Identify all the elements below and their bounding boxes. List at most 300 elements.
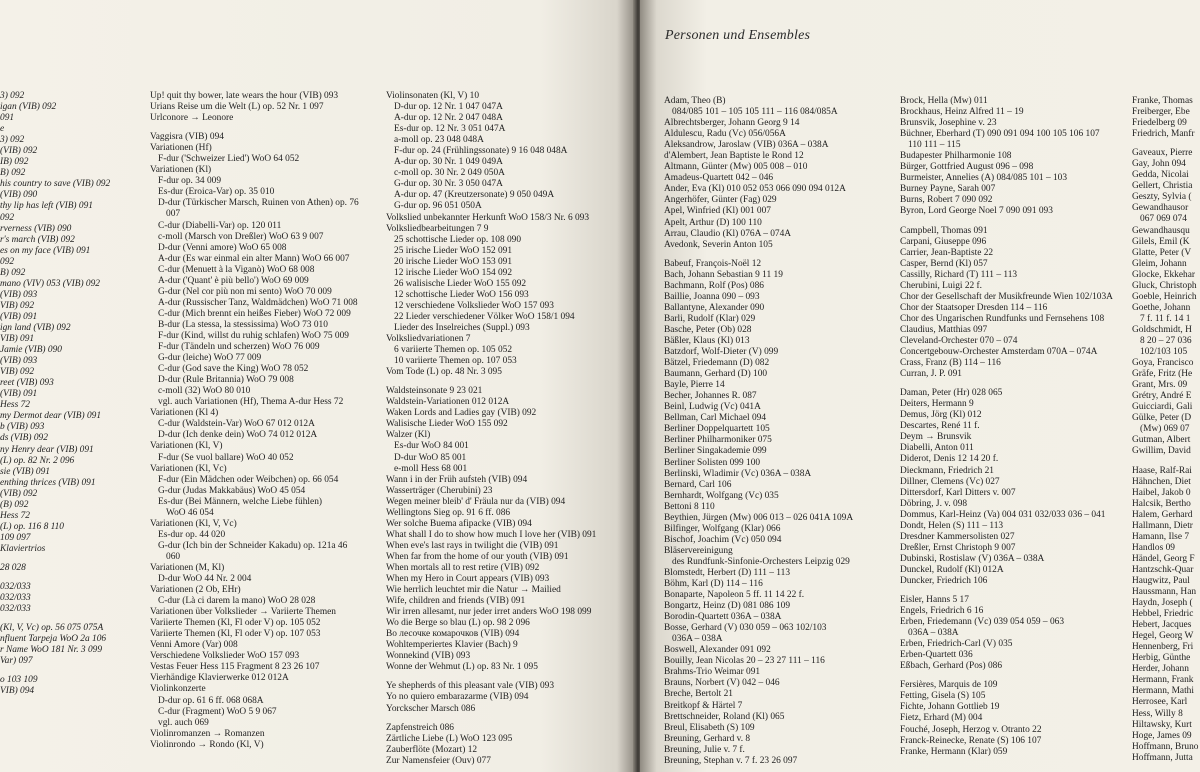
index-entry: 036A – 038A <box>672 634 723 645</box>
index-entry: Bischof, Joachim (Vc) 050 094 <box>664 534 782 545</box>
index-entry: Urlconore → Leonore <box>150 113 234 124</box>
index-entry: Basche, Peter (Ob) 028 <box>664 324 752 335</box>
index-entry: C-dur (Là ci darem la mano) WoO 28 028 <box>158 596 316 607</box>
index-entry: Beythien, Jürgen (Mw) 006 013 – 026 041A 109A <box>664 512 854 523</box>
index-entry: Volksliedvariationen 7 <box>386 334 471 345</box>
index-entry: Gellert, Christia <box>1132 181 1193 192</box>
index-entry: C-dur (Menuett à la Viganò) WoO 68 008 <box>158 264 315 275</box>
index-entry: Gay, John 094 <box>1132 159 1186 170</box>
index-entry: Bosse, Gerhard (V) 030 059 – 063 102/103 <box>664 623 827 634</box>
index-entry: Hoffmann, Jutta <box>1132 752 1193 763</box>
index-entry: Burmeister, Annelies (A) 084/085 101 – 103 <box>900 173 1068 184</box>
index-entry: Breul, Elisabeth (S) 109 <box>664 722 755 733</box>
index-entry: VIB) 094 <box>0 686 35 697</box>
index-entry: Wegen meiner bleib' d' Fräula nur da (VIB) 094 <box>386 496 566 507</box>
index-entry: When my Hero in Court appears (VIB) 093 <box>386 574 550 585</box>
index-entry: Fietz, Erhard (M) 004 <box>900 713 983 724</box>
index-entry: (VIB) 092 <box>0 488 38 499</box>
index-entry: 036A – 038A <box>908 628 959 639</box>
index-entry: Vom Tode (L) op. 48 Nr. 3 095 <box>386 367 502 378</box>
index-entry: r Name WoO 181 Nr. 3 099 <box>0 645 103 656</box>
index-entry: 007 <box>166 209 181 220</box>
index-entry: Wasserträger (Cherubini) 23 <box>386 485 493 496</box>
index-entry: G-dur op. 30 Nr. 3 050 047A <box>394 179 503 190</box>
index-entry: Diabelli, Anton 011 <box>900 443 974 454</box>
index-entry: A-dur op. 30 Nr. 1 049 049A <box>394 157 503 168</box>
index-entry: A-dur (Es war einmal ein alter Mann) WoO 66 007 <box>158 253 350 264</box>
index-entry: Klaviertrios <box>0 543 46 554</box>
index-entry: Es-dur op. 44 020 <box>158 529 226 540</box>
index-entry: des Rundfunk-Sinfonie-Orchesters Leipzig 029 <box>672 556 850 567</box>
index-entry: Döbring, J. v. 098 <box>900 498 968 509</box>
index-entry: Goya, Francisco <box>1132 358 1194 369</box>
index-entry: Guicciardi, Gali <box>1132 402 1193 413</box>
index-entry: Bilfinger, Wolfgang (Klar) 066 <box>664 523 781 534</box>
index-entry <box>1132 458 1199 466</box>
index-entry: (VIB) 090 <box>0 190 38 201</box>
index-entry <box>386 378 596 386</box>
index-entry: Variationen (Kl 4) <box>150 408 219 419</box>
index-entry: r's march (VIB) 092 <box>0 234 75 245</box>
index-entry: Bouilly, Jean Nicolas 20 – 23 27 111 – 116 <box>664 656 825 667</box>
index-entry: Haase, Ralf-Rai <box>1132 465 1192 476</box>
index-entry: Zapfenstreich 086 <box>386 722 454 733</box>
index-entry: Bläservereinigung <box>664 545 733 556</box>
index-entry: Brauns, Norbert (V) 042 – 046 <box>664 678 780 689</box>
index-entry: Waken Lords and Ladies gay (VIB) 092 <box>386 408 537 419</box>
index-entry: 26 walisische Lieder WoO 155 092 <box>394 278 527 289</box>
index-entry: Goldschmidt, H <box>1132 324 1192 335</box>
index-entry: c-moll (32) WoO 80 010 <box>158 386 251 397</box>
index-entry: Curran, J. P. 091 <box>900 369 962 380</box>
index-entry: Campbell, Thomas 091 <box>900 225 988 236</box>
index-entry: Up! quit thy bower, late wears the hour (VIB) 093 <box>150 91 339 101</box>
index-entry: Gluck, Christoph <box>1132 280 1197 291</box>
index-entry: 032/033 <box>0 593 31 604</box>
index-entry: Diderot, Denis 12 14 20 f. <box>900 454 999 465</box>
index-entry: Gedda, Nicolai <box>1132 170 1189 181</box>
index-entry: C-dur (Waldstein-Var) WoO 67 012 012A <box>158 419 315 430</box>
index-entry: Chor der Staatsoper Dresden 114 – 116 <box>900 302 1048 313</box>
index-entry: Bürger, Gottfried August 096 – 098 <box>900 162 1034 173</box>
index-entry: d'Alembert, Jean Baptiste le Rond 12 <box>664 151 804 162</box>
index-entry: Breuning, Julie v. 7 f. <box>664 744 745 755</box>
index-entry: 8 20 – 27 036 <box>1140 335 1192 346</box>
index-entry: When mortals all to rest retire (VIB) 092 <box>386 562 540 573</box>
index-entry: Hamann, Ilse 7 <box>1132 531 1190 542</box>
index-entry: Amadeus-Quartett 042 – 046 <box>664 173 774 184</box>
index-entry: 032/033 <box>0 604 31 615</box>
index-entry: Gräfe, Fritz (He <box>1132 369 1193 380</box>
index-entry: sie (VIB) 091 <box>0 466 50 477</box>
index-entry: Vaggisra (VIB) 094 <box>150 132 224 143</box>
index-entry: Verschiedene Volkslieder WoO 157 093 <box>150 651 300 662</box>
index-entry: Hermann, Mathi <box>1132 686 1194 697</box>
index-entry <box>900 587 1113 595</box>
index-entry: 110 111 – 115 <box>908 140 961 151</box>
index-entry: Hegel, Georg W <box>1132 631 1194 642</box>
index-entry: Hallmann, Dietr <box>1132 520 1193 531</box>
index-entry: Apel, Winfried (Kl) 001 007 <box>664 206 771 217</box>
index-entry: Variationen (Hf) <box>150 143 212 154</box>
index-entry: Ander, Eva (Kl) 010 052 053 066 090 094 012A <box>664 184 846 195</box>
index-entry: Variationen (Kl, Vc) <box>150 463 227 474</box>
index-entry: Claudius, Matthias 097 <box>900 324 988 335</box>
index-entry: Breche, Bertolt 21 <box>664 689 733 700</box>
index-entry: (VIB) 091 <box>0 311 38 322</box>
index-entry: 10 variierte Themen op. 107 053 <box>394 356 517 367</box>
index-entry: Wo die Berge so blau (L) op. 98 2 096 <box>386 618 530 629</box>
index-entry: (Mw) 069 07 <box>1140 424 1190 435</box>
index-entry: Deiters, Hermann 9 <box>900 399 974 410</box>
index-entry: Variierte Themen (Kl, Fl oder V) op. 107 053 <box>150 629 321 640</box>
index-entry: Brahms-Trio Weimar 091 <box>664 667 761 678</box>
index-entry: Herrosee, Karl <box>1132 697 1188 708</box>
index-entry: Yorckscher Marsch 086 <box>386 703 476 714</box>
index-entry: Böhm, Karl (D) 114 – 116 <box>664 579 763 590</box>
index-entry: Brockhaus, Heinz Alfred 11 – 19 <box>900 107 1024 118</box>
index-entry: Berliner Solisten 099 100 <box>664 457 761 468</box>
index-entry: (VIB) 091 <box>0 389 38 400</box>
index-entry: C-dur (Fragment) WoO 5 9 067 <box>158 706 277 717</box>
index-entry: c-moll op. 30 Nr. 2 049 050A <box>394 168 505 179</box>
index-entry: D-dur op. 61 6 ff. 068 068A <box>158 695 264 706</box>
index-entry: Dittersdorf, Karl Ditters v. 007 <box>900 487 1016 498</box>
index-entry: Aldulescu, Radu (Vc) 056/056A <box>664 129 786 140</box>
index-entry: Erben, Friedrich-Carl (V) 035 <box>900 639 1013 650</box>
index-entry: Fetting, Gisela (S) 105 <box>900 691 986 702</box>
index-entry: Zärtliche Liebe (L) WoO 123 095 <box>386 733 513 744</box>
index-entry: Deym → Brunsvik <box>900 432 972 443</box>
index-entry: Hermann, Frank <box>1132 675 1194 686</box>
index-entry: Waldsteinsonate 9 23 021 <box>386 386 483 397</box>
index-entry: ign land (VIB) 092 <box>0 322 71 333</box>
index-entry: Variationen über Volkslieder → Variierte Themen <box>150 607 336 618</box>
index-entry: C-dur (Mich brennt ein heißes Fieber) WoO 72 009 <box>158 308 351 319</box>
index-entry: Burney Payne, Sarah 007 <box>900 184 996 195</box>
index-entry: VIB) 092 <box>0 300 35 311</box>
index-entry: 3) 092 <box>0 91 25 101</box>
index-entry: Bätzel, Friedemann (D) 082 <box>664 358 770 369</box>
index-entry: IB) 092 <box>0 157 29 168</box>
index-entry: Hebbel, Friedric <box>1132 609 1194 620</box>
index-entry: (VIB) 092 <box>0 146 38 157</box>
index-entry: b (VIB) 093 <box>0 422 45 433</box>
index-entry: (VIB) 093 <box>0 289 38 300</box>
index-entry: 092 <box>0 256 15 267</box>
index-entry: 25 schottische Lieder op. 108 090 <box>394 234 522 245</box>
index-entry: What shall I do to show how much I love her (VIB) 091 <box>386 529 597 540</box>
index-entry: 091 <box>0 113 15 124</box>
index-entry: Hoge, James 09 <box>1132 730 1192 741</box>
index-entry: Haussmann, Han <box>1132 587 1197 598</box>
index-entry: Eisler, Hanns 5 17 <box>900 595 969 606</box>
index-entry: Grétry, André E <box>1132 391 1192 402</box>
index-entry: Ballantyne, Alexander 090 <box>664 302 765 313</box>
index-entry: Dresdner Kammersolisten 027 <box>900 531 1015 542</box>
index-entry: F-dur (Se vuol ballare) WoO 40 052 <box>158 452 294 463</box>
index-entry: Herder, Johann <box>1132 664 1189 675</box>
index-entry: Dubinski, Rostislaw (V) 036A – 038A <box>900 553 1045 564</box>
index-entry: Bettoni 8 110 <box>664 501 715 512</box>
index-entry: Halcsik, Bertho <box>1132 498 1191 509</box>
index-entry: Variationen (Kl, V) <box>150 441 223 452</box>
index-entry: 12 verschiedene Volkslieder WoO 157 093 <box>394 300 554 311</box>
index-entry: Bonaparte, Napoleon 5 ff. 11 14 22 f. <box>664 590 805 601</box>
index-entry: Baillie, Joanna 090 – 093 <box>664 291 760 302</box>
index-entry: Brock, Hella (Mw) 011 <box>900 96 988 106</box>
index-entry: Borodin-Quartett 036A – 038A <box>664 612 782 623</box>
index-entry: Variationen (2 Ob, EHr) <box>150 585 241 596</box>
index-entry: Grant, Mrs. 09 <box>1132 380 1188 391</box>
index-entry: Violinsonaten (Kl, V) 10 <box>386 91 480 101</box>
index-entry: Wonne der Wehmut (L) op. 83 Nr. 1 095 <box>386 662 538 673</box>
index-entry: Haydn, Joseph ( <box>1132 598 1193 609</box>
index-entry: Friedrich, Manfr <box>1132 129 1195 140</box>
index-entry: Geszty, Sylvia ( <box>1132 192 1192 203</box>
index-entry: Beinl, Ludwig (Vc) 041A <box>664 402 761 413</box>
index-entry: WoO 46 054 <box>166 507 214 518</box>
index-entry: G-dur (leiche) WoO 77 009 <box>158 353 262 364</box>
index-entry: Apelt, Arthur (D) 100 110 <box>664 217 762 228</box>
index-entry: Bongartz, Heinz (D) 081 086 109 <box>664 601 791 612</box>
index-entry: nfluent Tarpeja WoO 2a 106 <box>0 634 107 645</box>
index-entry: Gilels, Emil (K <box>1132 236 1190 247</box>
index-entry: G-dur (Nel cor più non mi sento) WoO 70 009 <box>158 286 332 297</box>
index-entry: Es-dur op. 12 Nr. 3 051 047A <box>394 124 506 135</box>
index-entry: Carpani, Giuseppe 096 <box>900 236 987 247</box>
index-entry: Batzdorf, Wolf-Dieter (V) 099 <box>664 347 779 358</box>
index-entry: Variationen (Kl, V, Vc) <box>150 518 237 529</box>
index-entry: Fersières, Marquis de 109 <box>900 680 998 691</box>
index-entry: B) 092 <box>0 168 26 179</box>
index-entry: Yo no quiero embarazarme (VIB) 094 <box>386 692 529 703</box>
index-entry: my Dermot dear (VIB) 091 <box>0 411 102 422</box>
index-entry: 28 028 <box>0 562 26 573</box>
index-entry: thy lip has left (VIB) 091 <box>0 201 93 212</box>
index-entry: Chor der Gesellschaft der Musikfreunde Wien 102/103A <box>900 291 1113 302</box>
index-entry: Cassilly, Richard (T) 111 – 113 <box>900 269 1018 280</box>
index-entry: Aleksandrow, Jaroslaw (VIB) 036A – 038A <box>664 140 829 151</box>
index-entry: Wer solche Buema afipacke (VIB) 094 <box>386 518 532 529</box>
index-entry: Hennenberg, Fri <box>1132 642 1194 653</box>
index-entry <box>900 672 1113 680</box>
index-entry: Franck-Reinecke, Renate (S) 106 107 <box>900 735 1042 746</box>
index-entry: reet (VIB) 093 <box>0 378 54 389</box>
index-entry: 102/103 105 <box>1140 347 1188 358</box>
index-entry: Vestas Feuer Hess 115 Fragment 8 23 26 107 <box>150 662 320 673</box>
index-entry: D-dur op. 12 Nr. 1 047 047A <box>394 102 503 113</box>
index-entry: Casper, Bernd (Kl) 057 <box>900 258 988 269</box>
index-entry: Dieckmann, Friedrich 21 <box>900 465 994 476</box>
index-entry: Bach, Johann Sebastian 9 11 19 <box>664 269 783 280</box>
index-entry: (L) op. 82 Nr. 2 096 <box>0 455 75 466</box>
index-entry: Bachmann, Rolf (Pos) 086 <box>664 280 764 291</box>
index-column-left-2 <box>150 91 359 751</box>
index-entry: Cherubini, Luigi 22 f. <box>900 280 983 291</box>
index-entry: Goeble, Heinrich <box>1132 291 1197 302</box>
index-entry: Wife, children and friends (VIB) 091 <box>386 596 526 607</box>
index-entry: Altmann, Günter (Mw) 005 008 – 010 <box>664 162 808 173</box>
index-entry: Erben, Friedemann (Vc) 039 054 059 – 063 <box>900 617 1065 628</box>
index-entry: Demus, Jörg (Kl) 012 <box>900 410 982 421</box>
index-entry: Venni Amore (Var) 008 <box>150 640 238 651</box>
index-entry: Dommus, Karl-Heinz (Va) 004 031 032/033 036 – 041 <box>900 509 1106 520</box>
index-entry: Dunckel, Rudolf (Kl) 012A <box>900 564 1004 575</box>
index-entry: his country to save (VIB) 092 <box>0 179 111 190</box>
index-entry: Handlos 09 <box>1132 542 1175 553</box>
index-entry: Variierte Themen (Kl, Fl oder V) op. 105 052 <box>150 618 321 629</box>
index-entry: 067 069 074 <box>1140 214 1187 225</box>
index-entry: Boswell, Alexander 091 092 <box>664 645 771 656</box>
index-entry: Wonnekind (VIB) 093 <box>386 651 471 662</box>
index-entry: enthing thrices (VIB) 091 <box>0 477 96 488</box>
index-entry: Brunsvik, Josephine v. 23 <box>900 118 997 129</box>
index-entry: Burns, Robert 7 090 092 <box>900 195 993 206</box>
index-entry: Byron, Lord George Noel 7 090 091 093 <box>900 206 1053 217</box>
index-entry: Brettschneider, Roland (Kl) 065 <box>664 711 785 722</box>
index-entry: Es-dur (Bei Männern, welche Liebe fühlen) <box>158 496 322 507</box>
index-entry: Albrechtsberger, Johann Georg 9 14 <box>664 118 800 129</box>
index-entry: e-moll Hess 68 001 <box>394 463 468 474</box>
index-entry: 032/033 <box>0 582 31 593</box>
index-entry: Herbig, Günthe <box>1132 653 1191 664</box>
index-entry: Bellman, Carl Michael 094 <box>664 413 767 424</box>
index-entry: Berlinski, Wladimir (Vc) 036A – 038A <box>664 468 812 479</box>
index-entry: 20 irische Lieder WoO 153 091 <box>394 256 513 267</box>
index-entry: Friedelberg 09 <box>1132 118 1187 129</box>
index-entry: 084/085 101 – 105 105 111 – 116 084/085A <box>672 107 838 118</box>
index-entry: F-dur (Tändeln und scherzen) WoO 76 009 <box>158 342 320 353</box>
index-entry: Hiltawsky, Kurt <box>1132 719 1192 730</box>
index-entry: Hoffmann, Bruno <box>1132 741 1199 752</box>
index-entry: Haibel, Jakob 0 <box>1132 487 1191 498</box>
index-entry: Gaveaux, Pierre <box>1132 148 1193 159</box>
index-entry: Cleveland-Orchester 070 – 074 <box>900 335 1018 346</box>
index-entry: F-dur op. 24 (Frühlingssonate) 9 16 048 048A <box>394 146 568 157</box>
index-entry: Babeuf, François-Noël 12 <box>664 258 762 269</box>
index-entry: Franke, Thomas <box>1132 96 1193 106</box>
index-entry: When far from the home of our youth (VIB) 091 <box>386 551 569 562</box>
index-entry: a-moll op. 23 048 048A <box>394 135 484 146</box>
index-entry: Berliner Singakademie 099 <box>664 446 767 457</box>
index-entry: Var) 097 <box>0 656 33 667</box>
index-entry: B) 092 <box>0 267 26 278</box>
index-entry: Walisische Lieder WoO 155 092 <box>386 419 508 430</box>
index-entry: e <box>0 124 5 135</box>
index-entry: A-dur (Russischer Tanz, Waldmädchen) WoO 71 008 <box>158 297 358 308</box>
index-entry: Gwillim, David <box>1132 446 1191 457</box>
index-entry: 3) 092 <box>0 135 25 146</box>
index-entry: 22 Lieder verschiedener Völker WoO 158/1 094 <box>394 311 575 322</box>
index-entry: Zauberflöte (Mozart) 12 <box>386 744 478 755</box>
index-entry: (Kl, V, Vc) op. 56 075 075A <box>0 623 104 634</box>
index-entry: Glocke, Ekkehar <box>1132 269 1195 280</box>
index-entry: VIB) 091 <box>0 334 35 345</box>
index-entry: Bernard, Carl 106 <box>664 479 732 490</box>
index-entry: D-dur (Ich denke dein) WoO 74 012 012A <box>158 430 318 441</box>
index-entry <box>1132 140 1199 148</box>
index-entry: Händel, Georg F <box>1132 553 1195 564</box>
index-entry: C-dur (God save the King) WoO 78 052 <box>158 364 309 375</box>
index-entry: G-dur op. 96 051 050A <box>394 201 482 212</box>
index-entry: Volkslied unbekannter Herkunft WoO 158/3 Nr. 6 093 <box>386 212 590 223</box>
index-entry: Gleim, Johann <box>1132 258 1187 269</box>
index-entry: Daman, Peter (Hr) 028 065 <box>900 388 1003 399</box>
index-entry: 6 variierte Themen op. 105 052 <box>394 345 513 356</box>
index-entry: Halem, Gerhard <box>1132 509 1193 520</box>
index-entry <box>664 251 853 259</box>
index-entry: Crass, Franz (B) 114 – 116 <box>900 358 1001 369</box>
index-entry: Variationen (M, Kl) <box>150 562 225 573</box>
index-entry: When eve's last rays in twilight die (VIB) 091 <box>386 540 559 551</box>
index-entry: Dondt, Helen (S) 111 – 113 <box>900 520 1004 531</box>
index-entry <box>150 124 359 132</box>
index-entry: Concertgebouw-Orchester Amsterdam 070A – 074A <box>900 347 1098 358</box>
index-entry: 7 f. 11 f. 14 1 <box>1140 313 1191 324</box>
index-entry: Hantzschk-Quar <box>1132 564 1194 575</box>
index-entry: Büchner, Eberhard (T) 090 091 094 100 105 106 107 <box>900 129 1100 140</box>
index-entry: Hess 72 <box>0 400 30 411</box>
index-entry: Lieder des Inselreiches (Suppl.) 093 <box>394 322 530 333</box>
index-column-left-1 <box>0 91 110 697</box>
index-entry: Budapester Philharmonie 108 <box>900 151 1012 162</box>
index-entry: D-dur (Rule Britannia) WoO 79 008 <box>158 375 294 386</box>
index-entry: es on my face (VIB) 091 <box>0 245 91 256</box>
index-entry: Freiberger, Ebe <box>1132 107 1190 118</box>
index-entry: 12 schottische Lieder WoO 156 093 <box>394 289 529 300</box>
index-entry: Avedonk, Severin Anton 105 <box>664 239 773 250</box>
index-entry: D-dur (Venni amore) WoO 65 008 <box>158 242 287 253</box>
index-entry: Breuning, Gerhard v. 8 <box>664 733 751 744</box>
index-entry <box>386 715 596 723</box>
index-entry: Ye shepherds of this pleasant vale (VIB) 093 <box>386 681 555 692</box>
index-entry: 060 <box>166 551 181 562</box>
index-entry: Bäßler, Klaus (Kl) 013 <box>664 335 750 346</box>
index-entry <box>0 574 110 582</box>
index-entry: Franke, Hermann (Klar) 059 <box>900 746 1008 757</box>
index-entry: Duncker, Friedrich 106 <box>900 575 988 586</box>
index-entry: A-dur op. 12 Nr. 2 047 048A <box>394 113 503 124</box>
index-entry: rverness (VIB) 090 <box>0 223 72 234</box>
index-entry: Wie herrlich leuchtet mir die Natur → Mailied <box>386 585 561 596</box>
index-entry: igan (VIB) 092 <box>0 102 57 113</box>
index-entry <box>900 218 1113 226</box>
index-entry: Breuning, Stephan v. 7 f. 23 26 097 <box>664 755 798 766</box>
index-entry: Wohltemperiertes Klavier (Bach) 9 <box>386 640 518 651</box>
index-entry: Gutman, Albert <box>1132 435 1191 446</box>
index-entry: Arrau, Claudio (Kl) 076A – 074A <box>664 228 792 239</box>
index-entry: (VIB) 093 <box>0 356 38 367</box>
index-entry: Glatte, Peter (V <box>1132 247 1192 258</box>
index-entry: Breitkopf & Härtel 7 <box>664 700 743 711</box>
index-entry: Descartes, René 11 f. <box>900 421 980 432</box>
index-entry: Volksliedbearbeitungen 7 9 <box>386 223 489 234</box>
index-entry: D-dur WoO 85 001 <box>394 452 467 463</box>
index-entry: F-dur ('Schweizer Lied') WoO 64 052 <box>158 154 300 165</box>
index-entry: ds (VIB) 092 <box>0 433 48 444</box>
index-entry: D-dur (Türkischer Marsch, Ruinen von Athen) op. 76 <box>158 198 359 209</box>
index-entry: F-dur (Ein Mädchen oder Weibchen) op. 66 054 <box>158 474 339 485</box>
index-column-right-1 <box>664 96 853 767</box>
index-entry: Во лесочке комарочков (VIB) 094 <box>386 629 520 640</box>
index-entry: c-moll (Marsch von Dreßler) WoO 63 9 007 <box>158 231 324 242</box>
index-column-right-2 <box>900 96 1113 758</box>
index-column-left-3 <box>386 91 596 767</box>
index-entry: F-dur op. 34 009 <box>158 176 222 187</box>
index-entry: Zur Namensfeier (Ouv) 077 <box>386 755 491 766</box>
index-entry: Es-dur (Eroica-Var) op. 35 010 <box>158 187 275 198</box>
